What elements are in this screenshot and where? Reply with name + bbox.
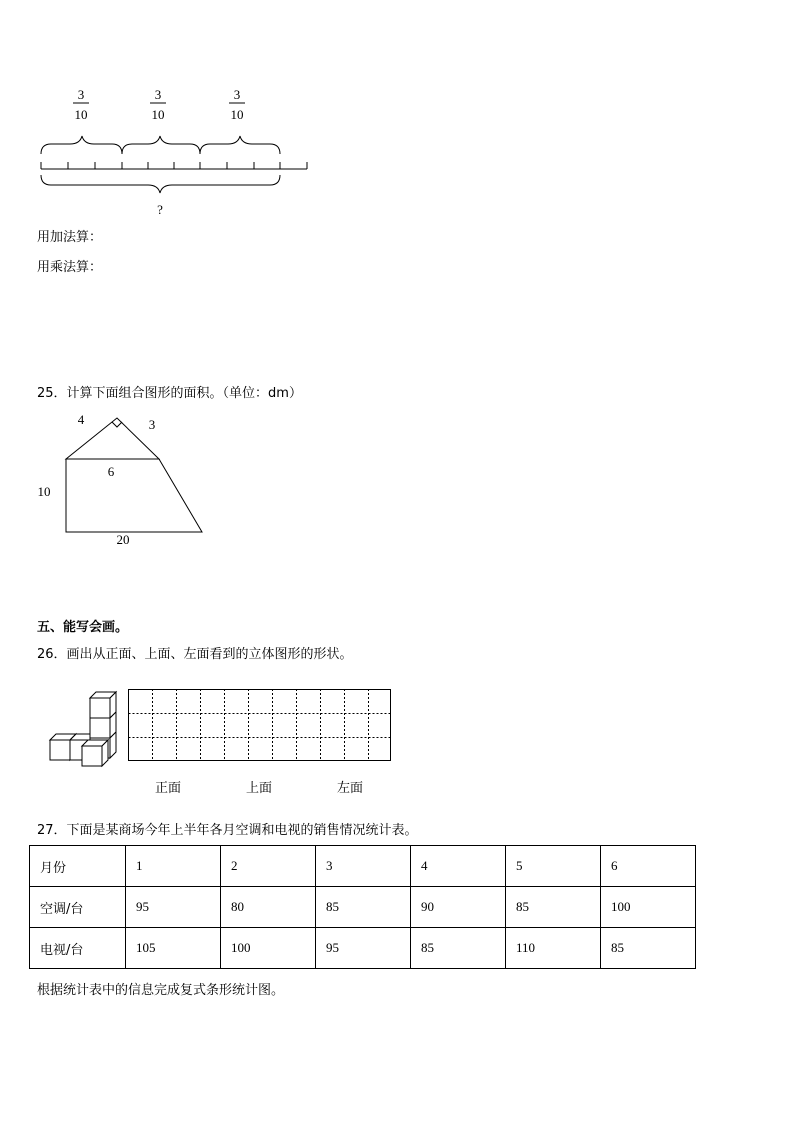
top-brace-3 bbox=[200, 136, 280, 154]
table-cell: 95 bbox=[316, 928, 411, 969]
label-side-3: 3 bbox=[148, 417, 156, 432]
table-cell: 85 bbox=[316, 887, 411, 928]
q27-instruction: 根据统计表中的信息完成复式条形统计图。 bbox=[37, 983, 285, 998]
fraction-3 bbox=[229, 87, 245, 122]
fraction-1-denominator: 10 bbox=[74, 107, 88, 122]
fraction-3-numerator: 3 bbox=[233, 87, 241, 102]
question-mark: ? bbox=[157, 202, 163, 217]
section-5-heading: 五、能写会画。 bbox=[37, 620, 129, 635]
table-cell: 90 bbox=[411, 887, 506, 928]
number-line-diagram bbox=[30, 82, 320, 222]
table-cell: 5 bbox=[506, 846, 601, 887]
sales-table bbox=[29, 845, 696, 969]
row-header-month: 月份 bbox=[30, 846, 126, 887]
table-cell: 1 bbox=[126, 846, 221, 887]
row-header-ac: 空调/台 bbox=[30, 887, 126, 928]
view-label-left: 左面 bbox=[337, 781, 364, 796]
table-cell: 6 bbox=[601, 846, 696, 887]
table-row bbox=[30, 928, 696, 969]
top-brace-2 bbox=[122, 136, 200, 154]
table-cell: 100 bbox=[221, 928, 316, 969]
fraction-1-numerator: 3 bbox=[77, 87, 85, 102]
fraction-2-denominator: 10 bbox=[151, 107, 165, 122]
table-row bbox=[30, 846, 696, 887]
row-header-tv: 电视/台 bbox=[30, 928, 126, 969]
composite-shape-diagram bbox=[30, 408, 210, 553]
label-bottom-20: 20 bbox=[116, 532, 130, 547]
table-cell: 85 bbox=[601, 928, 696, 969]
table-cell: 105 bbox=[126, 928, 221, 969]
table-cell: 3 bbox=[316, 846, 411, 887]
table-cell: 2 bbox=[221, 846, 316, 887]
addition-label: 用加法算： bbox=[37, 230, 103, 245]
table-cell: 4 bbox=[411, 846, 506, 887]
q26-prompt: 26．画出从正面、上面、左面看到的立体图形的形状。 bbox=[37, 647, 353, 662]
cube-stack-figure bbox=[46, 688, 126, 770]
view-label-front: 正面 bbox=[155, 781, 182, 796]
label-height-10: 10 bbox=[37, 484, 51, 499]
drawing-grid[interactable] bbox=[128, 689, 392, 762]
table-cell: 100 bbox=[601, 887, 696, 928]
table-row bbox=[30, 887, 696, 928]
q25-prompt: 25．计算下面组合图形的面积。（单位：dm） bbox=[37, 386, 302, 401]
table-cell: 85 bbox=[411, 928, 506, 969]
table-cell: 85 bbox=[506, 887, 601, 928]
multiplication-label: 用乘法算： bbox=[37, 260, 103, 275]
fraction-2 bbox=[150, 87, 166, 122]
fraction-2-numerator: 3 bbox=[154, 87, 162, 102]
table-cell: 95 bbox=[126, 887, 221, 928]
number-line-ticks bbox=[41, 162, 307, 169]
right-angle-marker bbox=[112, 422, 122, 427]
top-brace-1 bbox=[41, 136, 122, 154]
fraction-3-denominator: 10 bbox=[230, 107, 244, 122]
q27-prompt: 27．下面是某商场今年上半年各月空调和电视的销售情况统计表。 bbox=[37, 823, 418, 838]
fraction-1 bbox=[73, 87, 89, 122]
view-label-top: 上面 bbox=[246, 781, 273, 796]
label-top-6: 6 bbox=[107, 464, 115, 479]
table-cell: 80 bbox=[221, 887, 316, 928]
bottom-brace bbox=[41, 175, 280, 193]
label-side-4: 4 bbox=[77, 412, 85, 427]
table-cell: 110 bbox=[506, 928, 601, 969]
trapezoid-shape bbox=[66, 459, 202, 532]
